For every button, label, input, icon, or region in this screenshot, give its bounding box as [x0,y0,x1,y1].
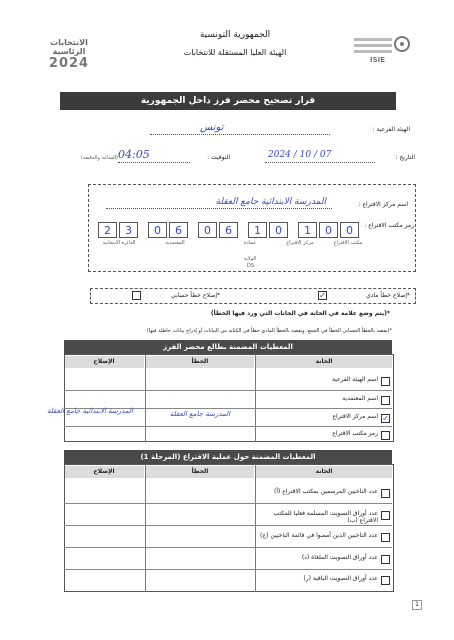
table2-row-divider [64,547,392,548]
code-digit-7[interactable]: 1 [248,222,267,238]
isie-emblem-icon [350,30,414,70]
caption-center: مركز الاقتراع [286,240,314,246]
state-label: الهيئة الفرعية : [372,126,410,133]
table2-row-label: عدد أوراق التصويت المسلمة فعليا للمكتب الاقتراع (ب) [273,510,378,524]
table2-col-fix: الإصلاح [64,466,144,478]
document-title: قرار تصحيح محضر فرز داخل الجمهورية [60,92,396,110]
time-note: (الساعة والدقيقة) [80,155,118,161]
caption-imada: عمادة [243,240,257,246]
table1-row-checkbox[interactable] [381,396,390,405]
isie-logo [350,30,414,70]
authority-title: الهيئة العليا المستقلة للانتخابات [183,48,287,57]
table1-row-checkbox[interactable] [381,377,390,386]
code-digit-10[interactable]: 0 [319,222,338,238]
code-digit-6[interactable]: 6 [219,222,238,238]
table2-row-divider [64,569,392,570]
table2-row-checkbox[interactable] [381,576,390,585]
date-line [265,162,375,163]
calc-error-checkbox[interactable] [132,291,141,300]
caption-delegation: المعتمدية [165,240,185,246]
code-label: رمز مكتب الاقتراع : [364,222,414,229]
table1-divider-1 [145,354,146,442]
code-digit-4[interactable]: 6 [169,222,188,238]
table2-title: المعطيات المضمنة حول عملية الاقتراع (المرحلة 1) [64,450,392,464]
table1-col-error: الخطأ [146,356,254,368]
state-line [150,134,330,135]
page-number: 1 [412,600,422,610]
table2-row-divider [64,525,392,526]
table1-row-divider [64,390,392,391]
calc-error-label: *إصلاح خطأ حسابي [170,292,220,299]
table1-col-fix: الإصلاح [64,356,144,368]
logo-line1: الانتخابات [50,38,88,47]
table2-row-label: عدد الناخبين الذين أمضوا في قائمة الناخبين (ج) [259,532,378,539]
date-value[interactable]: 2024 / 10 / 07 [268,150,332,160]
table2-row-checkbox[interactable] [381,533,390,542]
table2-row-label: عدد أوراق التصويت الملغاة (د) [301,554,378,561]
table1-row-fix[interactable]: المدرسة الابتدائية جامع العقلة [47,407,133,415]
table1-row-checkbox[interactable] [381,431,390,440]
table2-row-checkbox[interactable] [381,489,390,498]
table2-divider-1 [145,464,146,592]
code-digit-5[interactable]: 0 [198,222,217,238]
table2-frame [64,464,394,592]
note-mark: *(يتم وضع علامة في الخانة في الخانات التي ورد فيها الخطأ) [210,310,390,317]
table2-col-field: الخانة [256,466,392,478]
table2-row-label: عدد الناخبين المرسمين بمكتب الاقتراع (أ) [274,488,378,495]
isie-text: ISIE [370,56,386,64]
code-digit-8[interactable]: 0 [269,222,288,238]
time-value[interactable]: 04:05 [118,148,150,161]
table2-col-error: الخطأ [146,466,254,478]
note-definitions: *(يقصد بالخطأ الحسابي الخطأ في الجمع. ويقصد بالخطأ المادي خطأ في الكتابة من البيانات أو إدراج بيانات خاطئة فيها) [146,328,392,334]
date-label: التاريخ : [395,154,415,161]
time-line [118,162,190,163]
table1-row-label: اسم الهيئة الفرعية [331,376,378,383]
table1-row-error[interactable]: المدرسة جامع العقلة [169,410,231,418]
republic-title: الجمهورية التونسية [199,30,271,40]
center-name-label: اسم مركز الاقتراع : [358,201,408,208]
table1-row-divider [64,426,392,427]
table1-col-field: الخانة [256,356,392,368]
caption-state: الولاية [243,256,257,262]
material-error-label: *إصلاح خطأ مادي [366,292,410,299]
code-digit-9[interactable]: 1 [298,222,317,238]
table1-row-checkbox[interactable]: ✓ [382,414,389,423]
material-error-checkbox[interactable]: ✓ [319,291,326,300]
table2-row-divider [64,503,392,504]
table2-row-checkbox[interactable] [381,511,390,520]
caption-district: الدائرة الانتخابية [102,240,136,246]
code-digit-1[interactable]: 2 [98,222,117,238]
logo-line2: الرئاسية [52,47,86,56]
table1-row-label: اسم المعتمدية [342,395,378,402]
table1-row-label: اسم مركز الاقتراع [332,413,378,420]
code-digit-11[interactable]: 0 [340,222,359,238]
table1-row-label: رمز مكتب الاقتراع [332,430,378,437]
table1-title: المعطيات المضمنة بطالع محضر الفرز [64,340,392,354]
caption-ds: DS [247,263,255,269]
table1-divider-2 [255,354,256,442]
center-name-line [106,208,332,209]
table2-row-checkbox[interactable] [381,555,390,564]
logo-year: 2024 [48,56,90,71]
center-name-value[interactable]: المدرسة الابتدائية جامع العقلة [215,197,326,207]
time-label: التوقيت : [207,154,230,161]
state-value[interactable]: تونس [200,122,224,133]
caption-office: مكتب الاقتراع [333,240,363,246]
table2-divider-2 [255,464,256,592]
table2-row-label: عدد أوراق التصويت الباقية (ر) [303,575,378,582]
logo-presidential-elections [38,38,100,71]
code-digit-2[interactable]: 3 [119,222,138,238]
code-digit-3[interactable]: 0 [148,222,167,238]
